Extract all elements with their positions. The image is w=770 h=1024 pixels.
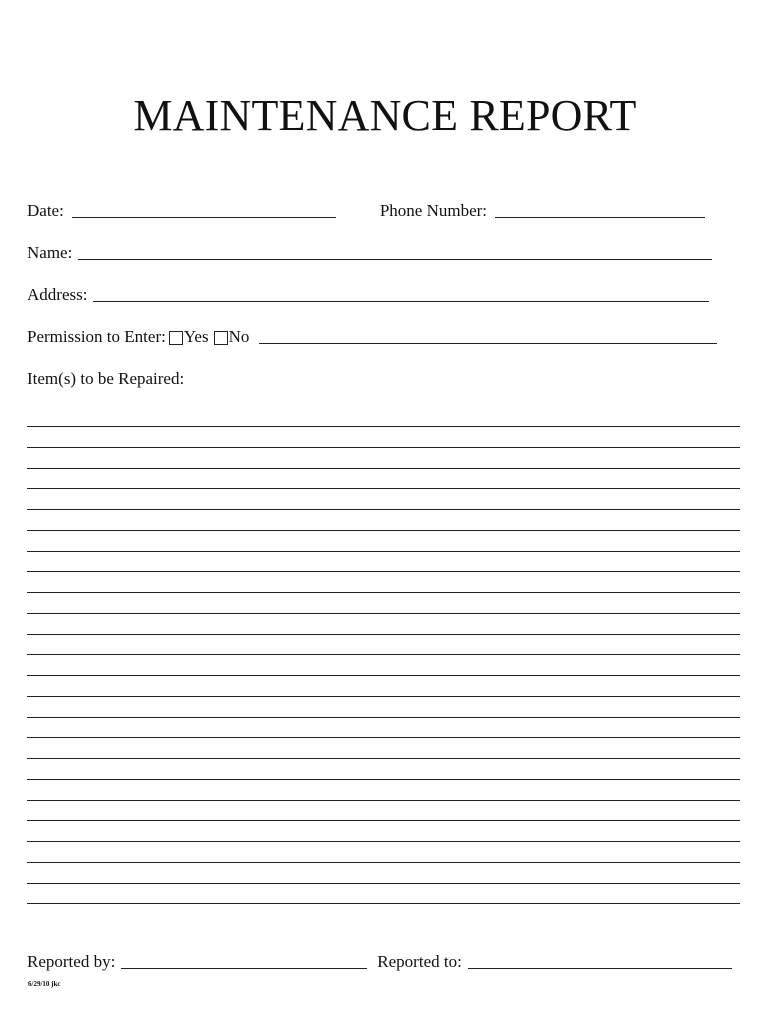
repair-line[interactable] bbox=[27, 841, 740, 862]
items-to-repair-lines[interactable] bbox=[27, 426, 740, 904]
reported-by-label: Reported by: bbox=[27, 952, 116, 971]
repair-line[interactable] bbox=[27, 717, 740, 738]
reported-to-label: Reported to: bbox=[377, 952, 462, 971]
items-to-repair-label: Item(s) to be Repaired: bbox=[27, 369, 185, 388]
repair-line[interactable] bbox=[27, 613, 740, 634]
address-label: Address: bbox=[27, 285, 88, 304]
phone-number-label: Phone Number: bbox=[379, 201, 488, 220]
name-field[interactable] bbox=[78, 258, 712, 260]
name-label: Name: bbox=[27, 243, 73, 262]
repair-line[interactable] bbox=[27, 634, 740, 655]
address-field[interactable] bbox=[93, 300, 709, 302]
repair-line[interactable] bbox=[27, 468, 740, 489]
repair-line[interactable] bbox=[27, 696, 740, 717]
revision-note: 6/29/10 jkc bbox=[28, 980, 61, 988]
permission-no-label: No bbox=[228, 327, 250, 346]
repair-line[interactable] bbox=[27, 800, 740, 821]
reported-by-field[interactable] bbox=[121, 967, 367, 969]
repair-line[interactable] bbox=[27, 758, 740, 779]
date-phone-row bbox=[27, 200, 705, 222]
phone-number-field[interactable] bbox=[495, 216, 705, 218]
repair-line[interactable] bbox=[27, 447, 740, 468]
permission-yes-label: Yes bbox=[183, 327, 209, 346]
repair-line[interactable] bbox=[27, 426, 740, 447]
repair-line[interactable] bbox=[27, 654, 740, 675]
permission-notes-field[interactable] bbox=[259, 342, 717, 344]
items-row bbox=[27, 368, 188, 390]
repair-line[interactable] bbox=[27, 509, 740, 530]
permission-row bbox=[27, 326, 717, 348]
repair-line[interactable] bbox=[27, 862, 740, 883]
name-row bbox=[27, 242, 712, 264]
repair-line[interactable] bbox=[27, 530, 740, 551]
page-title: MAINTENANCE REPORT bbox=[133, 91, 637, 140]
repair-line[interactable] bbox=[27, 820, 740, 841]
repair-line[interactable] bbox=[27, 551, 740, 572]
repair-line[interactable] bbox=[27, 571, 740, 592]
repair-line[interactable] bbox=[27, 592, 740, 613]
repair-line[interactable] bbox=[27, 883, 740, 904]
date-label: Date: bbox=[27, 201, 64, 220]
permission-yes-checkbox[interactable] bbox=[169, 331, 183, 345]
repair-line[interactable] bbox=[27, 903, 740, 904]
permission-label: Permission to Enter: bbox=[27, 327, 166, 346]
repair-line[interactable] bbox=[27, 737, 740, 758]
repair-line[interactable] bbox=[27, 675, 740, 696]
permission-no-checkbox[interactable] bbox=[214, 331, 228, 345]
address-row bbox=[27, 284, 709, 306]
reported-to-field[interactable] bbox=[468, 967, 732, 969]
repair-line[interactable] bbox=[27, 779, 740, 800]
date-field[interactable] bbox=[72, 216, 336, 218]
reported-row bbox=[27, 951, 732, 973]
repair-line[interactable] bbox=[27, 488, 740, 509]
